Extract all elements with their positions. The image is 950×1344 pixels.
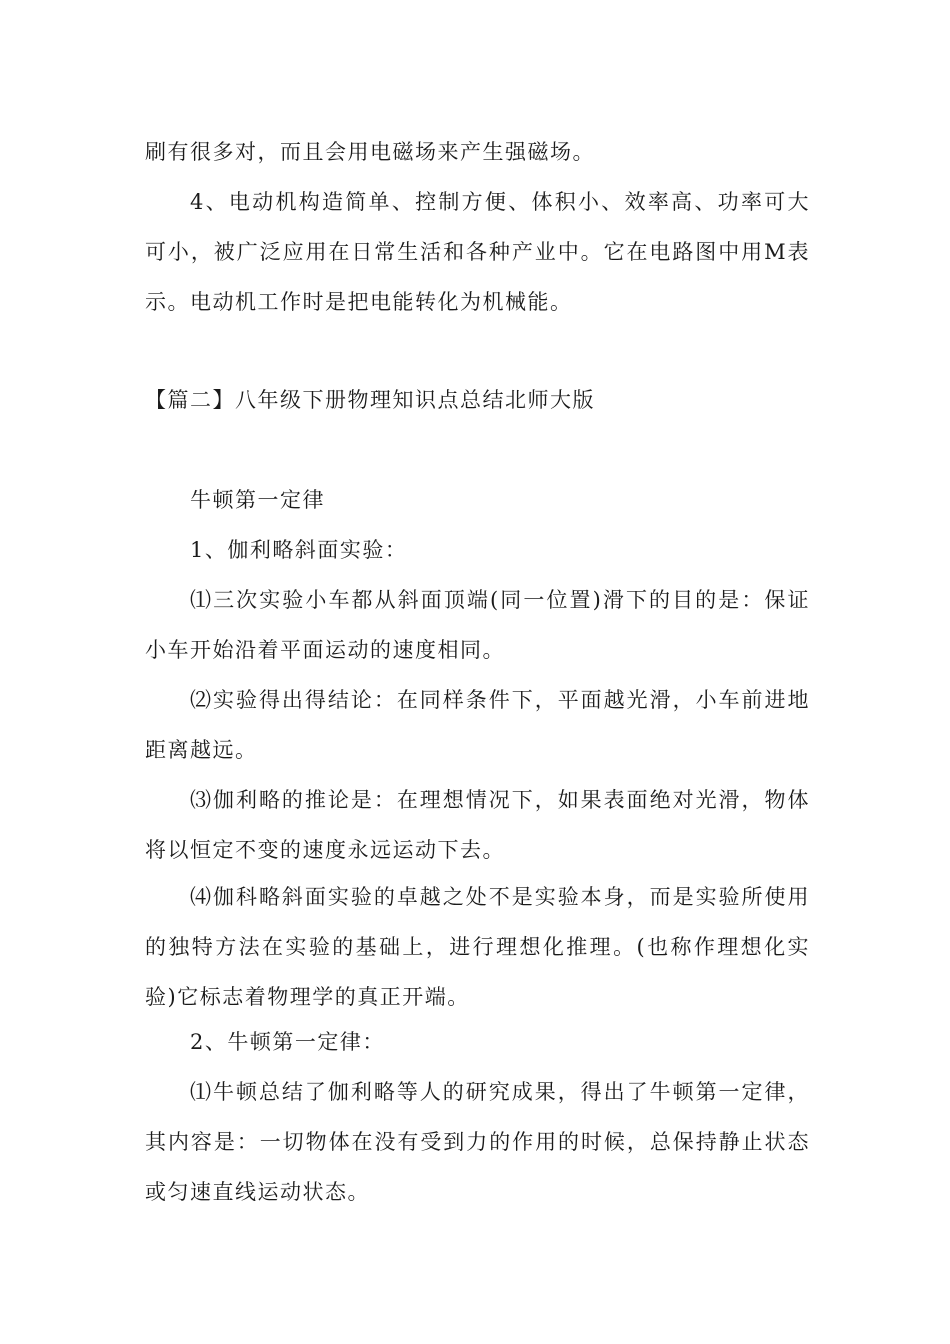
paragraph-item-2: 2、牛顿第一定律： — [190, 1030, 385, 1054]
paragraph-subitem-4: ⑷伽科略斜面实验的卓越之处不是实验本身，而是实验所使用的独特方法在实验的基础上，进行理想化推理。(也称作理想化实验)它标志着物理学的真正开端。 — [145, 885, 810, 1009]
subtitle: 牛顿第一定律 — [190, 488, 325, 512]
paragraph-subitem-1: ⑴三次实验小车都从斜面顶端(同一位置)滑下的目的是：保证小车开始沿着平面运动的速度相同。 — [145, 588, 810, 662]
paragraph-continuation: 刷有很多对，而且会用电磁场来产生强磁场。 — [145, 140, 595, 164]
paragraph-subitem-newton-1: ⑴牛顿总结了伽利略等人的研究成果，得出了牛顿第一定律，其内容是：一切物体在没有受到力的作用的时候，总保持静止状态或匀速直线运动状态。 — [145, 1080, 810, 1204]
paragraph-item-1: 1、伽利略斜面实验： — [190, 538, 408, 562]
paragraph-subitem-2: ⑵实验得出得结论：在同样条件下，平面越光滑，小车前进地距离越远。 — [145, 688, 810, 762]
paragraph-item-4: 4、电动机构造简单、控制方便、体积小、效率高、功率可大可小，被广泛应用在日常生活和各种产业中。它在电路图中用M表示。电动机工作时是把电能转化为机械能。 — [145, 190, 810, 314]
paragraph-subitem-3: ⑶伽利略的推论是：在理想情况下，如果表面绝对光滑，物体将以恒定不变的速度永远运动下去。 — [145, 788, 810, 862]
section-title: 【篇二】八年级下册物理知识点总结北师大版 — [145, 388, 595, 412]
